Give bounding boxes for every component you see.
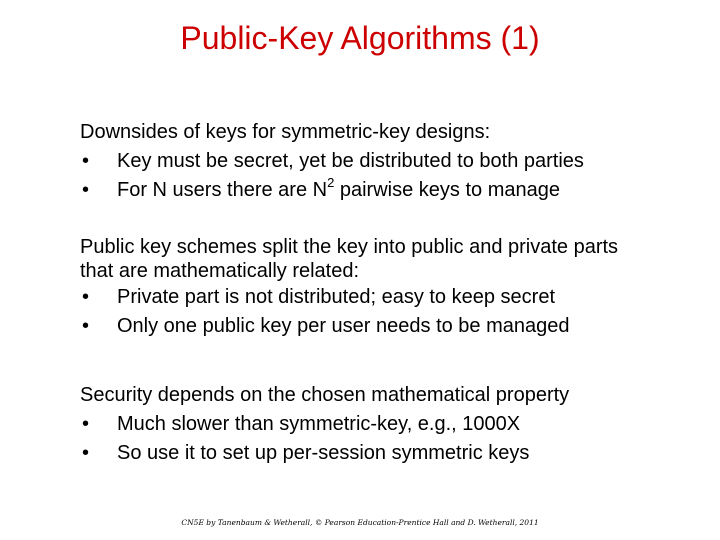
section-lead-continued: that are mathematically related:: [80, 260, 360, 282]
superscript: 2: [327, 175, 335, 191]
slide-title: Public-Key Algorithms (1): [180, 20, 540, 56]
bullet-text: Only one public key per user needs to be managed: [117, 315, 570, 337]
list-item: [80, 312, 700, 341]
list-item: [80, 147, 700, 176]
list-item: [80, 410, 700, 439]
copyright-footer: CN5E by Tanenbaum & Wetherall, © Pearson Education-Prentice Hall and D. Wetherall, 2011: [181, 518, 539, 527]
bullet-icon: •: [82, 315, 90, 337]
section-lead: Downsides of keys for symmetric-key designs:: [80, 121, 491, 143]
list-item: [80, 439, 700, 468]
section-lead: Public key schemes split the key into public and private parts: [80, 236, 619, 258]
list-item: [80, 283, 700, 312]
bullet-text: Much slower than symmetric-key, e.g., 1000X: [117, 413, 521, 435]
bullet-icon: •: [82, 413, 90, 435]
bullet-icon: •: [82, 286, 90, 308]
list-item: [80, 176, 700, 205]
bullet-text: For N users there are $N^2$ pairwise keys to manage: [117, 175, 560, 201]
section-symmetric-downsides: [80, 118, 700, 205]
bullet-icon: •: [82, 442, 90, 464]
bullet-text: Key must be secret, yet be distributed to both parties: [117, 150, 584, 172]
bullet-icon: •: [82, 150, 90, 172]
section-lead: Security depends on the chosen mathematical property: [80, 384, 570, 406]
bullet-text: So use it to set up per-session symmetric keys: [117, 442, 530, 464]
bullet-text: Private part is not distributed; easy to keep secret: [117, 286, 555, 308]
bullet-icon: •: [82, 179, 90, 201]
section-security: [80, 381, 700, 468]
section-public-key-schemes: [80, 235, 700, 341]
